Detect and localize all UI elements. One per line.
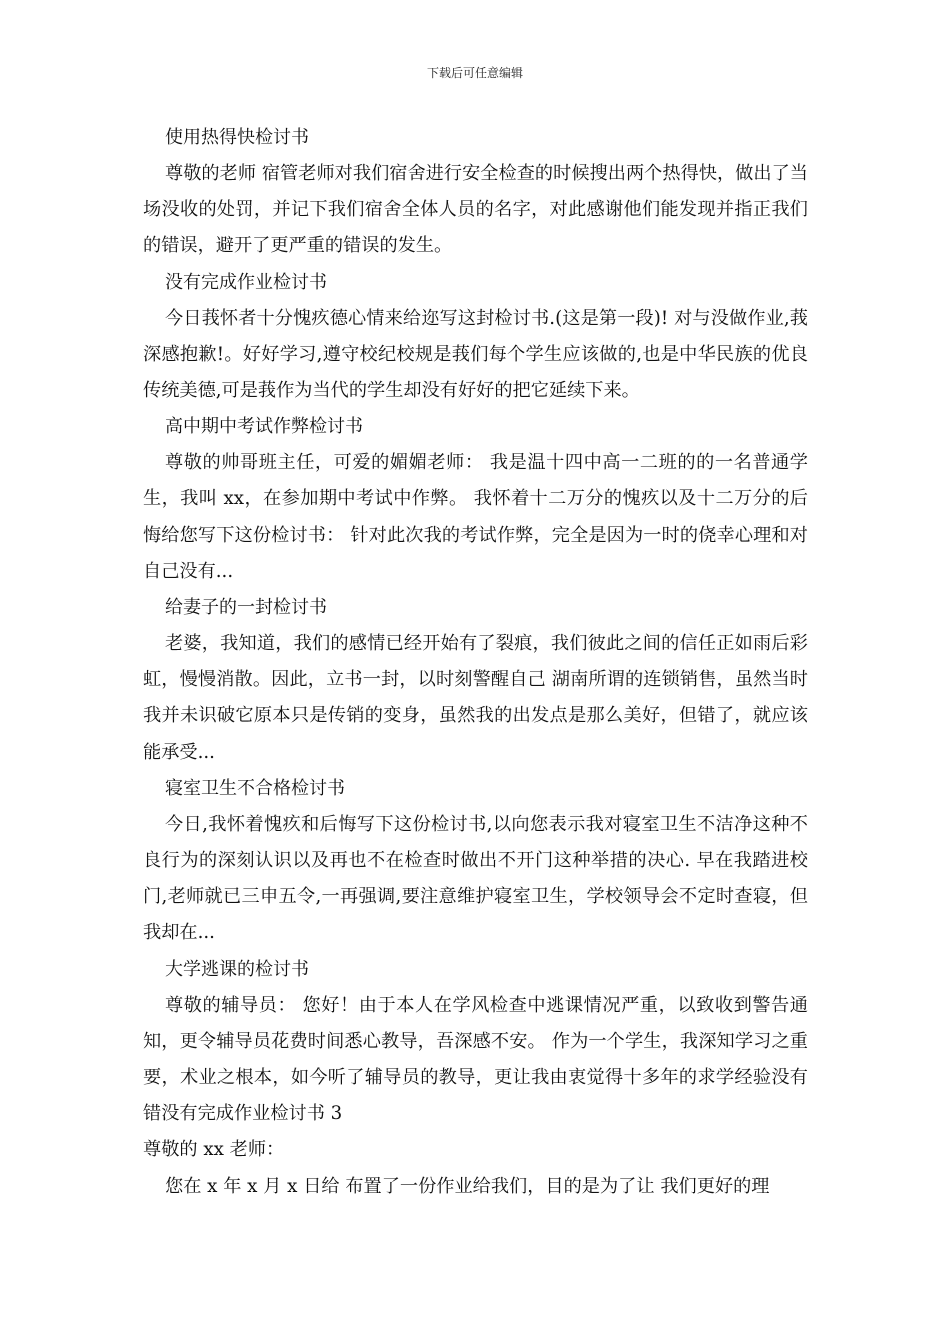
section-title-skipping-class: 大学逃课的检讨书 — [165, 958, 309, 980]
section-body-wife-letter: 老婆，我知道，我们的感情已经开始有了裂痕，我们彼此之间的信任正如雨后彩虹，慢慢消散。因此，立书一封，以时刻警醒自己 湖南所谓的连锁销售，虽然当时我并未识破它原本只是传销的变身，虽然我的出发点是那么美好，但错了，就应该能承受... — [143, 633, 808, 763]
page-header: 下载后可任意编辑 — [426, 66, 523, 80]
section-body-heat-kettle: 尊敬的老师 宿管老师对我们宿舍进行安全检查的时候搜出两个热得快，做出了当场没收的处罚，并记下我们宿舍全体人员的名字，对此感谢他们能发现并指正我们的错误，避开了更严重的错误的发生。 — [143, 163, 808, 257]
salutation: 尊敬的 xx 老师： — [143, 1139, 285, 1161]
section-body-skipping-class: 尊敬的辅导员： 您好！由于本人在学风检查中逃课情况严重，以致收到警告通知，更令辅导员花费时间悉心教导，吾深感不安。 作为一个学生，我深知学习之重要，术业之根本，如今听了辅导员的教导，更让我由衷觉得十多年的求学经验没有错没有完成作业检讨书 3 — [143, 994, 808, 1125]
section-title-exam-cheating: 高中期中考试作弊检讨书 — [165, 416, 363, 438]
document-body — [143, 120, 808, 1205]
section-title-wife-letter: 给妻子的一封检讨书 — [165, 597, 327, 619]
section-body-dorm-hygiene: 今日,我怀着愧疚和后悔写下这份检讨书,以向您表示我对寝室卫生不洁净这种不良行为的深刻认识以及再也不在检查时做出不开门这种举措的决心. 早在我踏进校门,老师就已三申五令,一再强调,要注意维护寝室卫生，学校领导会不定时查寝，但我却在... — [143, 813, 808, 944]
section-title-homework: 没有完成作业检讨书 — [165, 271, 327, 293]
section-title-dorm-hygiene: 寝室卫生不合格检讨书 — [165, 777, 345, 799]
section-title-heat-kettle: 使用热得快检讨书 — [165, 127, 309, 148]
section-body-homework: 今日莪怀者十分愧疚德心情来给迩写这封检讨书.(这是第一段)! 对与没做作业,莪深感抱歉!。好好学习,遵守校纪校规是莪们每个学生应该做的,也是中华民族的优良传统美德,可是莪作为当代的学生却没有好好的把它延续下来。 — [143, 307, 808, 402]
section-body-exam-cheating: 尊敬的帅哥班主任，可爱的媚媚老师： 我是温十四中高一二班的的一名普通学生，我叫 xx，在参加期中考试中作弊。 我怀着十二万分的愧疚以及十二万分的后悔给您写下这份检讨书： 针对此次我的考试作弊，完全是因为一时的侥幸心理和对自己没有... — [143, 452, 808, 582]
last-paragraph: 您在 x 年 x 月 x 日给 布置了一份作业给我们，目的是为了让 我们更好的理 — [165, 1175, 770, 1197]
